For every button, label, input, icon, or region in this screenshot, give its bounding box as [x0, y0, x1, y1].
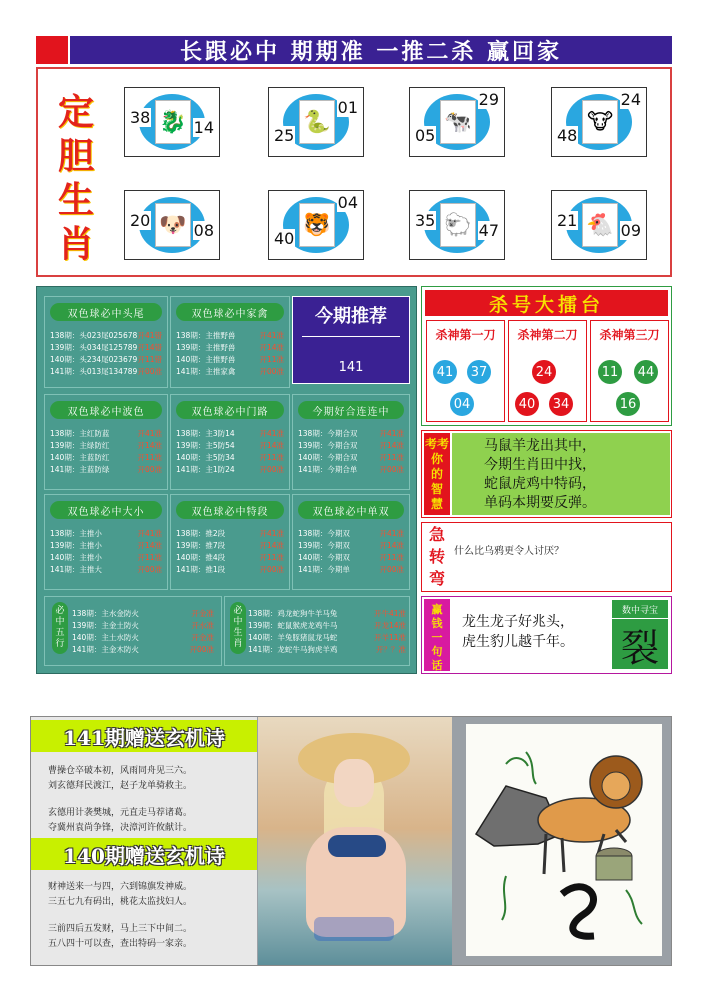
row-label: 140期：羊兔豚猪鼠龙马蛇 — [248, 633, 338, 642]
zodiac-card-ox — [409, 87, 505, 157]
row-label: 140期：今期双 — [298, 553, 350, 562]
zodiac-number: 47 — [478, 221, 499, 240]
poem-heading: 141期赠送玄机诗 — [31, 720, 257, 752]
table-row — [50, 342, 162, 354]
row-label: 138期：推2段 — [176, 529, 226, 538]
zodiac-number: 35 — [415, 211, 436, 230]
row-result: 开41准 — [379, 529, 404, 538]
row-label: 141期：龙蛇牛马狗虎羊鸡 — [248, 645, 338, 654]
kill-head: 杀神第二刀 — [517, 328, 578, 342]
label-char: 考 — [424, 437, 437, 451]
zodiac-title-char: 胆 — [57, 135, 94, 177]
zodiac-number: 38 — [130, 108, 151, 127]
label-char: 五 — [55, 628, 65, 638]
row-label: 141期：头013尾134789 — [50, 367, 138, 376]
table-row — [176, 552, 284, 564]
row-result: 开11准 — [259, 453, 284, 462]
zodiac-title-char: 生 — [57, 179, 94, 221]
recommend-divider — [302, 336, 400, 337]
table-row — [50, 564, 162, 576]
table-row — [50, 540, 162, 552]
table-row — [50, 366, 162, 378]
zodiac-card-goat — [409, 190, 505, 260]
prediction-rows — [298, 428, 404, 476]
row-result: 开水准 — [191, 621, 214, 630]
row-label: 140期：主蓝防红 — [50, 453, 110, 462]
photo-swimsuit — [328, 835, 386, 857]
label-char: 话 — [431, 659, 443, 672]
poem-line: 五八四十可以查，查出特码一家亲。 — [48, 939, 193, 949]
label-char: 慧 — [430, 497, 443, 511]
row-result: 开41准 — [259, 529, 284, 538]
table-row — [72, 608, 214, 620]
row-result: 开11准 — [259, 553, 284, 562]
dragon-icon: 🐉 — [155, 100, 191, 144]
recommend-title: 今期推荐 — [315, 306, 387, 327]
row-label: 140期：主推小 — [50, 553, 102, 562]
zodiac-number: 40 — [274, 229, 295, 248]
row-label: 138期：今期双 — [298, 529, 350, 538]
prediction-box-title: 双色球必中大小 — [50, 501, 162, 519]
shengxiao-label — [230, 602, 246, 654]
label-char: 必 — [233, 606, 243, 616]
row-result: 开？？准 — [376, 645, 406, 654]
poem-line: 刘玄德拜民渡江，赵子龙单骑救主。 — [48, 781, 193, 791]
row-label: 140期：主推野兽 — [176, 355, 236, 364]
row-result: 开00准 — [137, 367, 162, 376]
prediction-box-title: 双色球必中头尾 — [50, 303, 162, 321]
row-result: 开金准 — [191, 609, 214, 618]
label-char: 肖 — [233, 639, 243, 649]
poem-lines — [48, 880, 192, 952]
poem-heading: 140期赠送玄机诗 — [31, 838, 257, 870]
kill-ball: 16 — [616, 392, 640, 416]
row-label: 140期：主土水防火 — [72, 633, 139, 642]
label-char: 你 — [430, 452, 443, 466]
prediction-rows — [298, 528, 404, 576]
table-row — [50, 330, 162, 342]
table-row — [50, 428, 162, 440]
zodiac-number: 05 — [415, 126, 436, 145]
row-result: 开00准 — [379, 565, 404, 574]
prediction-box-title: 双色球必中家禽 — [176, 303, 284, 321]
kill-ball: 11 — [598, 360, 622, 384]
wisdom-line: 单码本期要反弹。 — [484, 495, 596, 511]
label-char: 生 — [233, 628, 243, 638]
row-result: 开41准 — [379, 429, 404, 438]
model-photo — [258, 717, 452, 965]
prediction-box-title: 双色球必中特段 — [176, 501, 284, 519]
prediction-rows — [176, 528, 284, 576]
row-label: 139期：推7段 — [176, 541, 226, 550]
zodiac-number: 09 — [620, 221, 641, 240]
row-label: 138期：头023尾025678 — [50, 331, 138, 340]
row-result: 开00准 — [259, 367, 284, 376]
banner-red-block — [36, 36, 68, 64]
row-label: 141期：主蓝防绿 — [50, 465, 110, 474]
row-result: 开牛41准 — [373, 609, 406, 618]
zodiac-number: 14 — [193, 118, 214, 137]
row-result: 开00准 — [259, 565, 284, 574]
table-row — [176, 330, 284, 342]
table-row — [176, 354, 284, 366]
row-result: 开11准 — [379, 553, 404, 562]
label-char: 考 — [437, 437, 450, 451]
table-row — [176, 342, 284, 354]
row-label: 138期：主推小 — [50, 529, 102, 538]
row-result: 开11准 — [137, 553, 162, 562]
wisdom-line: 马鼠羊龙出其中， — [484, 438, 596, 454]
zodiac-number: 08 — [193, 221, 214, 240]
prediction-rows — [176, 428, 284, 476]
row-result: 开14错 — [137, 343, 162, 352]
table-row — [50, 464, 162, 476]
prediction-rows — [50, 330, 162, 378]
prediction-box-title: 今期好合连连中 — [298, 401, 404, 419]
zodiac-number: 20 — [130, 211, 151, 230]
kill-ball: 24 — [532, 360, 556, 384]
row-result: 开41错 — [137, 331, 162, 340]
row-result: 开41准 — [259, 331, 284, 340]
kill-ball: 34 — [549, 392, 573, 416]
tiger-icon: 🐯 — [299, 203, 335, 247]
table-row — [248, 644, 406, 656]
zodiac-number: 21 — [557, 211, 578, 230]
watermark-logo — [314, 917, 394, 941]
table-row — [176, 564, 284, 576]
poem-line: 财神送来一与四，六到锦旗发神威。 — [48, 882, 193, 892]
zodiac-card-rooster — [551, 190, 647, 260]
table-row — [50, 552, 162, 564]
row-label: 140期：主5防34 — [176, 453, 235, 462]
row-result: 开龙14准 — [373, 621, 406, 630]
digit-char: 裂 — [612, 619, 668, 669]
row-label: 139期：主5防54 — [176, 441, 235, 450]
row-result: 开11准 — [379, 453, 404, 462]
dog-icon: 🐶 — [155, 203, 191, 247]
wisdom-text — [452, 433, 670, 515]
table-row — [50, 440, 162, 452]
row-result: 开41准 — [259, 429, 284, 438]
prediction-box-title: 双色球必中门路 — [176, 401, 284, 419]
label-char: 智 — [430, 482, 443, 496]
row-result: 开11错 — [137, 355, 162, 364]
zodiac-title-char: 肖 — [57, 223, 94, 265]
table-row — [298, 552, 404, 564]
row-result: 开14准 — [137, 441, 162, 450]
prediction-rows — [176, 330, 284, 378]
poem-gap — [48, 910, 192, 922]
win-line: 虎生豹儿越千年。 — [462, 634, 574, 650]
prediction-box-title: 双色球必中单双 — [298, 501, 404, 519]
win-label — [424, 599, 450, 671]
recommend-value: 141 — [338, 360, 364, 375]
row-label: 138期：主红防蓝 — [50, 429, 110, 438]
table-row — [248, 608, 406, 620]
wisdom-label — [424, 433, 450, 515]
snake-icon: 🐍 — [299, 100, 335, 144]
zodiac-number: 29 — [478, 90, 499, 109]
row-label: 141期：主1防24 — [176, 465, 235, 474]
riddle-label — [424, 524, 450, 590]
label-char: 的 — [430, 467, 443, 481]
label-char: 赢 — [431, 603, 443, 616]
row-label: 139期：蛇鼠猴虎龙鸡牛马 — [248, 621, 338, 630]
zodiac-title-char: 定 — [57, 91, 94, 133]
prediction-box-title: 双色球必中波色 — [50, 401, 162, 419]
row-label: 139期：今期双 — [298, 541, 350, 550]
label-char: 中 — [233, 617, 243, 627]
row-label: 138期：鸡龙蛇狗牛羊马兔 — [248, 609, 338, 618]
table-row — [176, 528, 284, 540]
kill-ball: 40 — [515, 392, 539, 416]
row-label: 139期：主推小 — [50, 541, 102, 550]
zodiac-card-dog — [124, 190, 220, 260]
table-row — [248, 632, 406, 644]
zodiac-card-tiger — [268, 190, 364, 260]
row-label: 141期：今期合单 — [298, 465, 358, 474]
zodiac-number: 24 — [620, 90, 641, 109]
wisdom-line: 蛇鼠虎鸡中特码， — [484, 476, 596, 492]
zodiac-card-snake — [268, 87, 364, 157]
table-row — [176, 428, 284, 440]
poem-line: 三五七九有码出，桃花太监找妇人。 — [48, 897, 193, 907]
table-row — [50, 452, 162, 464]
table-row — [298, 464, 404, 476]
win-line: 龙生龙子好兆头， — [462, 614, 574, 630]
row-result: 开00准 — [137, 565, 162, 574]
zodiac-number: 04 — [337, 193, 358, 212]
label-char: 一 — [431, 631, 443, 644]
kill-ball: 41 — [433, 360, 457, 384]
zodiac-number: 01 — [337, 98, 358, 117]
row-result: 开14准 — [259, 541, 284, 550]
table-row — [50, 528, 162, 540]
row-result: 开14准 — [259, 343, 284, 352]
row-label: 139期：主推野兽 — [176, 343, 236, 352]
label-char: 弯 — [428, 569, 445, 588]
rooster-icon: 🐔 — [582, 203, 618, 247]
row-result: 开14准 — [379, 541, 404, 550]
ox-icon: 🐮 — [582, 100, 618, 144]
row-label: 139期：今期合双 — [298, 441, 358, 450]
kill-head: 杀神第三刀 — [599, 328, 660, 342]
row-label: 140期：今期合双 — [298, 453, 358, 462]
zodiac-card-dragon — [124, 87, 220, 157]
row-result: 开11准 — [259, 355, 284, 364]
poem-lines — [48, 764, 192, 836]
label-char: 行 — [55, 639, 65, 649]
label-char: 急 — [428, 525, 445, 544]
shengxiao-rows — [248, 608, 406, 656]
row-result: 开00准 — [379, 465, 404, 474]
row-result: 开00准 — [259, 465, 284, 474]
row-label: 140期：推4段 — [176, 553, 226, 562]
poem-line: 曹操仓卒破本初，风雨同舟见三六。 — [48, 766, 193, 776]
table-row — [298, 452, 404, 464]
row-label: 139期：主绿防红 — [50, 441, 110, 450]
row-result: 开00准 — [189, 645, 214, 654]
poem-line: 三前四后五发财，马上三下中间二。 — [48, 924, 193, 934]
row-label: 138期：主推野兽 — [176, 331, 236, 340]
kill-ball: 44 — [634, 360, 658, 384]
poem-line: 夺冀州袁尚争锋，决漳河许攸献计。 — [48, 823, 193, 833]
win-text — [462, 612, 574, 652]
row-label: 139期：头034尾125789 — [50, 343, 138, 352]
table-row — [298, 564, 404, 576]
table-row — [176, 464, 284, 476]
prediction-rows — [50, 528, 162, 576]
page-banner: 长跟必中 期期准 一推二杀 赢回家 — [70, 36, 672, 64]
table-row — [50, 354, 162, 366]
label-char: 句 — [431, 645, 443, 658]
row-result: 开41准 — [137, 429, 162, 438]
row-result: 开14准 — [379, 441, 404, 450]
kill-ball: 04 — [450, 392, 474, 416]
riddle-panel — [421, 522, 672, 592]
row-label: 141期：主金木防火 — [72, 645, 139, 654]
row-result: 开00准 — [137, 465, 162, 474]
lion-snake-drawing — [466, 724, 662, 956]
goat-icon: 🐑 — [440, 203, 476, 247]
table-row — [72, 620, 214, 632]
label-char: 中 — [55, 617, 65, 627]
zodiac-title — [54, 90, 98, 266]
label-char: 钱 — [431, 617, 443, 630]
row-label: 141期：主推大 — [50, 565, 102, 574]
kill-title: 杀号大擂台 — [425, 290, 668, 316]
kill-ball: 37 — [467, 360, 491, 384]
row-result: 开11准 — [137, 453, 162, 462]
label-char: 转 — [428, 547, 445, 566]
ox-icon: 🐄 — [440, 100, 476, 144]
table-row — [298, 428, 404, 440]
row-result: 开14准 — [259, 441, 284, 450]
digit-head: 数中寻宝 — [612, 600, 668, 618]
lion-snake-illustration — [466, 724, 662, 956]
poem-gap — [48, 794, 192, 806]
table-row — [298, 440, 404, 452]
photo-face — [334, 759, 374, 807]
table-row — [298, 528, 404, 540]
zodiac-number: 25 — [274, 126, 295, 145]
prediction-rows — [50, 428, 162, 476]
row-label: 141期：主推家禽 — [176, 367, 236, 376]
zodiac-card-ox-2 — [551, 87, 647, 157]
kill-head: 杀神第一刀 — [435, 328, 496, 342]
row-result: 开金准 — [191, 633, 214, 642]
row-result: 开14准 — [137, 541, 162, 550]
table-row — [176, 540, 284, 552]
row-label: 141期：今期单 — [298, 565, 350, 574]
label-char: 必 — [55, 606, 65, 616]
row-label: 140期：头234尾023679 — [50, 355, 138, 364]
table-row — [176, 366, 284, 378]
wisdom-line: 今期生肖田中找， — [484, 457, 596, 473]
poem-line: 玄德用计袭樊城，元直走马荐诸葛。 — [48, 808, 193, 818]
table-row — [72, 632, 214, 644]
row-label: 141期：推1段 — [176, 565, 226, 574]
riddle-text: 什么比乌鸦更令人讨厌？ — [454, 546, 564, 557]
table-row — [176, 440, 284, 452]
row-label: 139期：主金土防火 — [72, 621, 139, 630]
row-result: 开41准 — [137, 529, 162, 538]
table-row — [298, 540, 404, 552]
row-label: 138期：主3防14 — [176, 429, 235, 438]
row-result: 开羊11准 — [373, 633, 406, 642]
wuxing-label — [52, 602, 68, 654]
row-label: 138期：今期合双 — [298, 429, 358, 438]
row-label: 138期：主水金防火 — [72, 609, 139, 618]
wuxing-rows — [72, 608, 214, 656]
table-row — [248, 620, 406, 632]
zodiac-number: 48 — [557, 126, 578, 145]
table-row — [72, 644, 214, 656]
table-row — [176, 452, 284, 464]
